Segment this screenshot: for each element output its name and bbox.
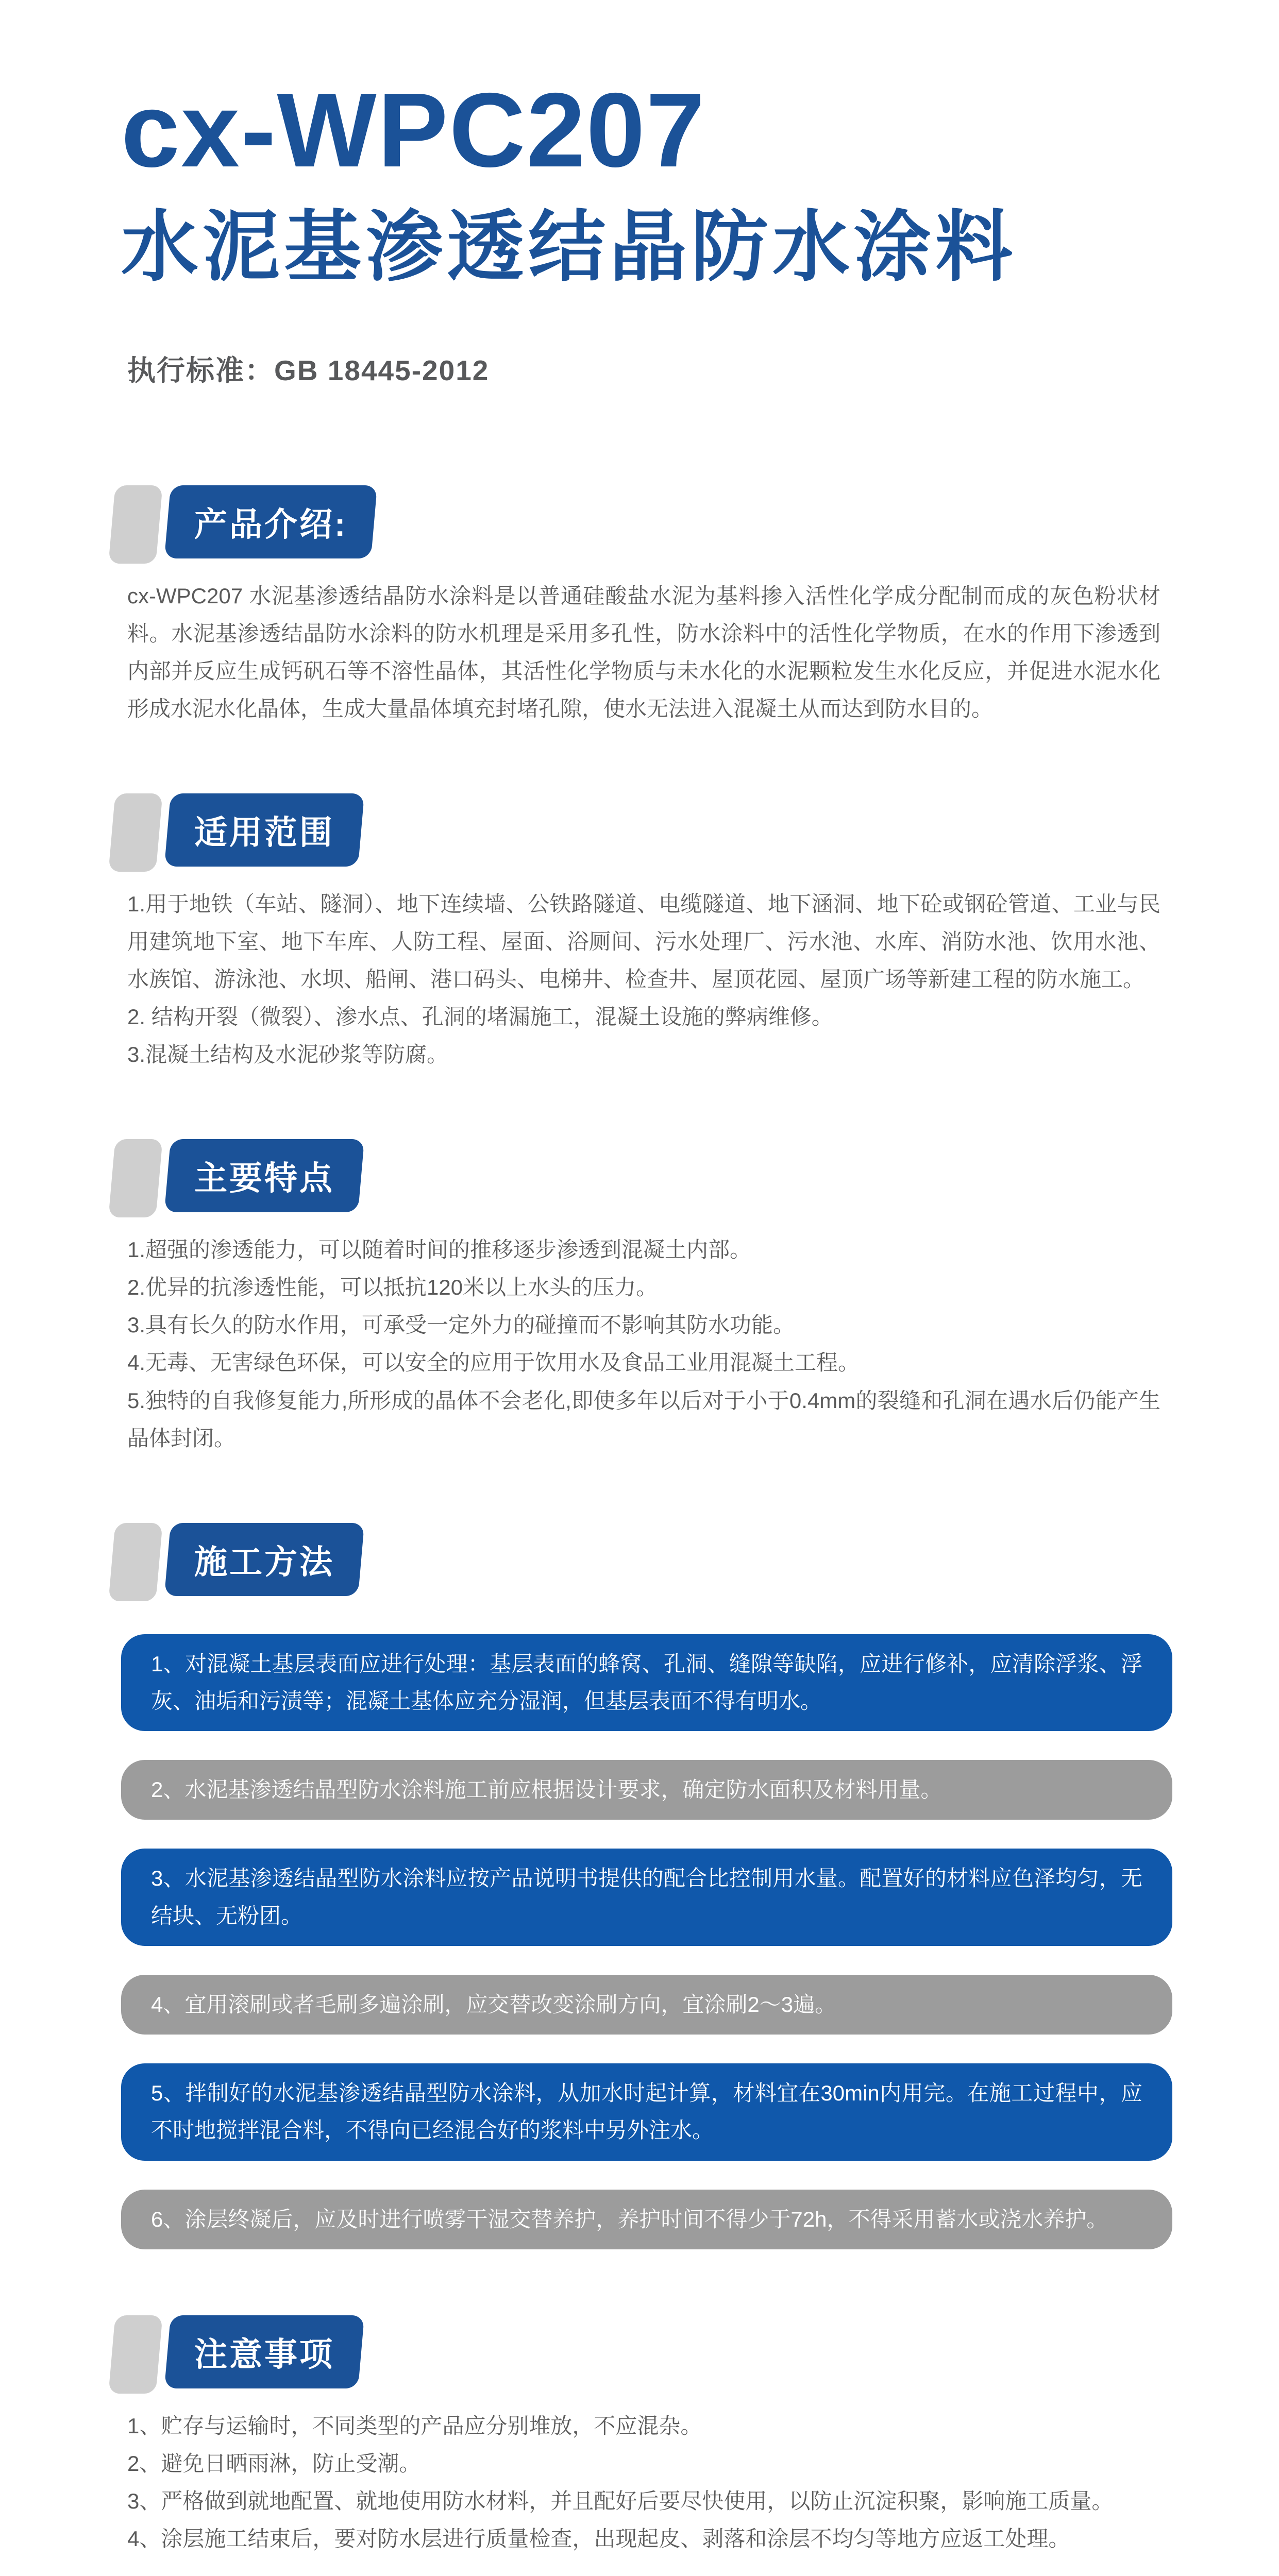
construction-step: 1、对混凝土基层表面应进行处理：基层表面的蜂窝、孔洞、缝隙等缺陷，应进行修补，应清除浮浆、浮灰、油垢和污渍等；混凝土基体应充分湿润，但基层表面不得有明水。 (121, 1634, 1172, 1731)
section-heading (112, 1523, 1160, 1603)
section-body (121, 885, 1160, 1073)
section-construction-method (121, 1523, 1160, 2249)
section-heading-badge (164, 1523, 364, 1596)
section-heading (112, 485, 1160, 566)
construction-step: 4、宜用滚刷或者毛刷多遍涂刷，应交替改变涂刷方向，宜涂刷2～3遍。 (121, 1975, 1172, 2035)
section-heading-badge (164, 2315, 364, 2388)
construction-step: 3、水泥基渗透结晶型防水涂料应按产品说明书提供的配合比控制用水量。配置好的材料应色泽均匀，无结块、无粉团。 (121, 1849, 1172, 1945)
heading-decoration (108, 1139, 162, 1217)
section-heading-label: 适用范围 (194, 806, 334, 854)
section-heading-label: 施工方法 (194, 1536, 334, 1583)
section-body (121, 577, 1160, 727)
section-heading-label: 产品介绍: (194, 498, 347, 546)
section-heading (112, 793, 1160, 874)
construction-step: 6、涂层终凝后，应及时进行喷雾干湿交替养护，养护时间不得少于72h，不得采用蓄水或浇水养护。 (121, 2190, 1172, 2249)
page-header (121, 77, 1160, 388)
section-body (121, 1231, 1160, 1456)
section-body (121, 1634, 1160, 2249)
product-model-title: cx-WPC207 (121, 77, 1160, 183)
paragraph: 3.混凝土结构及水泥砂浆等防腐。 (127, 1036, 1160, 1073)
paragraph: 1.超强的渗透能力，可以随着时间的推移逐步渗透到混凝土内部。 (127, 1231, 1160, 1268)
section-heading-label: 注意事项 (194, 2328, 334, 2376)
construction-step: 5、拌制好的水泥基渗透结晶型防水涂料，从加水时起计算，材料宜在30min内用完。在施工过程中，应不时地搅拌混合料，不得向已经混合好的浆料中另外注水。 (121, 2063, 1172, 2160)
paragraph: cx-WPC207 水泥基渗透结晶防水涂料是以普通硅酸盐水泥为基料掺入活性化学成分配制而成的灰色粉状材料。水泥基渗透结晶防水涂料的防水机理是采用多孔性，防水涂料中的活性化学物质，在水的作用下渗透到内部并反应生成钙矾石等不溶性晶体，其活性化学物质与未水化的水泥颗粒发生水化反应，并促进水泥水化形成水泥水化晶体，生成大量晶体填充封堵孔隙，使水无法进入混凝土从而达到防水目的。 (127, 577, 1160, 727)
section-heading-badge (164, 1139, 364, 1212)
section-application-scope (121, 793, 1160, 1073)
paragraph: 5.独特的自我修复能力,所形成的晶体不会老化,即使多年以后对于小于0.4mm的裂缝和孔洞在遇水后仍能产生晶体封闭。 (127, 1382, 1160, 1457)
paragraph: 1、贮存与运输时，不同类型的产品应分别堆放，不应混杂。 (127, 2407, 1160, 2445)
standard-line: 执行标准：GB 18445-2012 (121, 348, 1160, 388)
section-heading-badge (164, 793, 364, 867)
sections-container (121, 485, 1160, 2576)
section-precautions (121, 2315, 1160, 2557)
section-heading (112, 2315, 1160, 2396)
product-name-title: 水泥基渗透结晶防水涂料 (121, 207, 1160, 288)
heading-decoration (108, 793, 162, 872)
paragraph: 3、严格做到就地配置、就地使用防水材料，并且配好后要尽快使用，以防止沉淀积聚，影响施工质量。 (127, 2482, 1160, 2520)
paragraph: 2. 结构开裂（微裂）、渗水点、孔洞的堵漏施工，混凝土设施的弊病维修。 (127, 998, 1160, 1036)
heading-decoration (108, 2315, 162, 2394)
paragraph: 4.无毒、无害绿色环保，可以安全的应用于饮用水及食品工业用混凝土工程。 (127, 1344, 1160, 1381)
section-heading (112, 1139, 1160, 1219)
paragraph: 3.具有长久的防水作用，可承受一定外力的碰撞而不影响其防水功能。 (127, 1306, 1160, 1344)
heading-decoration (108, 485, 162, 564)
paragraph: 4、涂层施工结束后，要对防水层进行质量检查，出现起皮、剥落和涂层不均匀等地方应返工处理。 (127, 2520, 1160, 2557)
paragraph: 2.优异的抗渗透性能，可以抵抗120米以上水头的压力。 (127, 1268, 1160, 1306)
section-heading-badge (164, 485, 378, 558)
section-product-intro (121, 485, 1160, 727)
section-main-features (121, 1139, 1160, 1456)
paragraph: 2、避免日晒雨淋，防止受潮。 (127, 2445, 1160, 2482)
section-heading-label: 主要特点 (194, 1152, 334, 1199)
heading-decoration (108, 1523, 162, 1601)
construction-step: 2、水泥基渗透结晶型防水涂料施工前应根据设计要求，确定防水面积及材料用量。 (121, 1760, 1172, 1820)
paragraph: 1.用于地铁（车站、隧洞）、地下连续墙、公铁路隧道、电缆隧道、地下涵洞、地下砼或钢砼管道、工业与民用建筑地下室、地下车库、人防工程、屋面、浴厕间、污水处理厂、污水池、水库、消防水池、饮用水池、水族馆、游泳池、水坝、船闸、港口码头、电梯井、检查井、屋顶花园、屋顶广场等新建工程的防水施工。 (127, 885, 1160, 998)
section-body (121, 2407, 1160, 2557)
